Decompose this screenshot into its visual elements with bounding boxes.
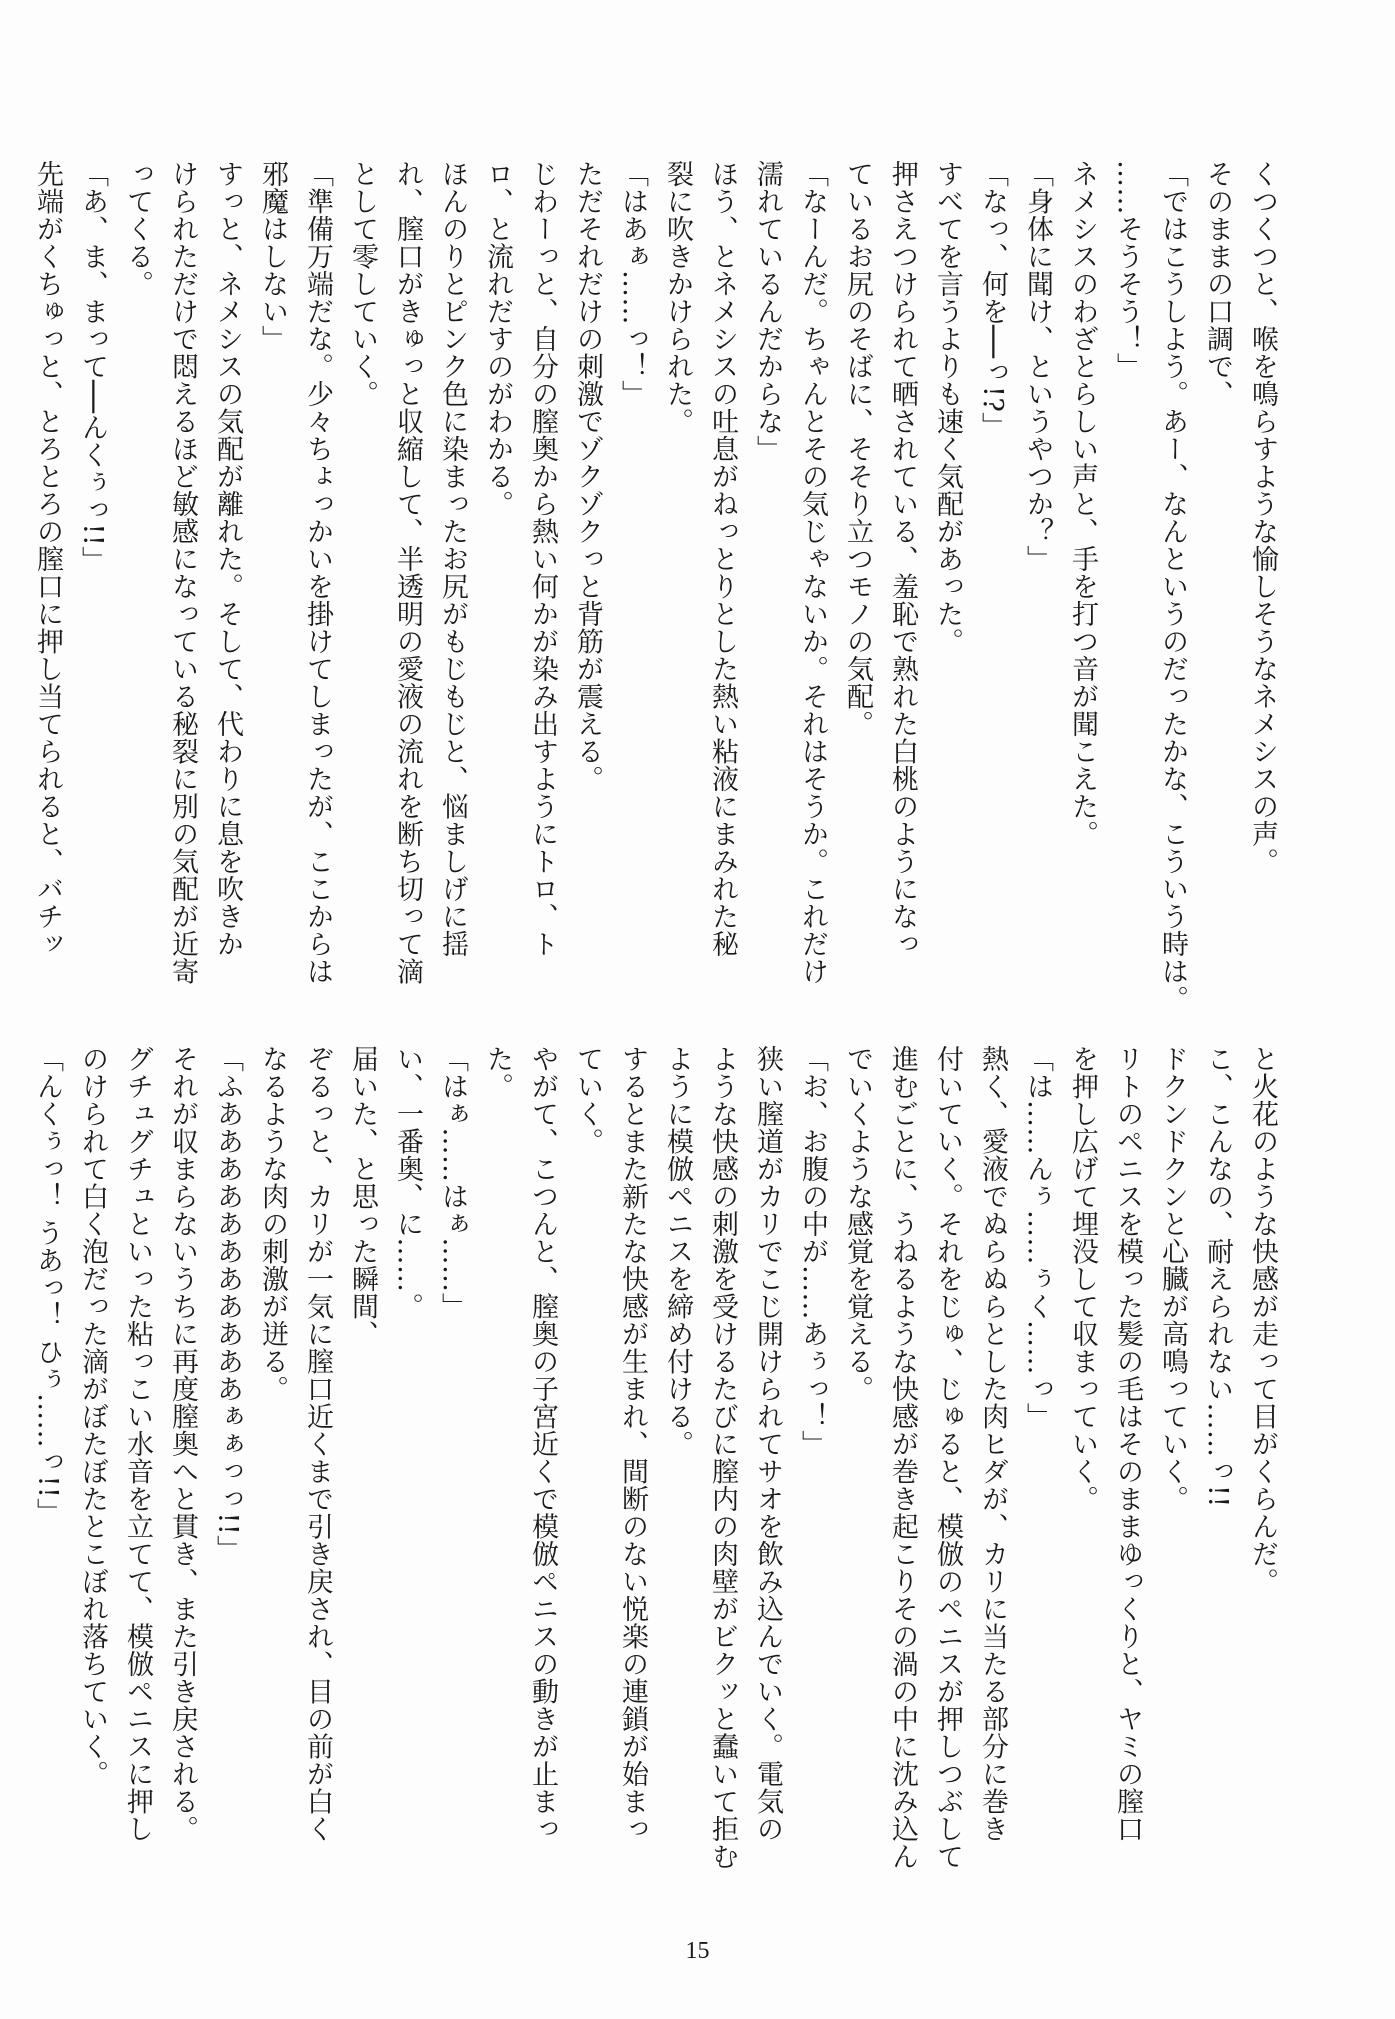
- text-line: として零していく。: [347, 160, 378, 408]
- text-line: ほんのりとピンク色に染まったお尻がもじもじと、悩ましげに揺: [437, 160, 468, 958]
- text-line: 「ふあああああああああああぁぁっっ!!」: [212, 1045, 243, 1563]
- text-line: 「ではこうしよう。あー、なんというのだったかな、こういう時は。: [1157, 160, 1188, 1013]
- text-line: ように模倣ペニスを締め付ける。: [662, 1045, 693, 1458]
- text-line: と火花のような快感が走って目がくらんだ。: [1247, 1045, 1278, 1595]
- text-line: ネメシスのわざとらしい声と、手を打つ音が聞こえた。: [1067, 160, 1098, 848]
- text-line: グチュグチュといった粘っこい水音を立てて、模倣ペニスに押し: [122, 1045, 153, 1843]
- text-line: ロ、と流れだすのがわかる。: [482, 160, 513, 518]
- text-line: 「はあぁ……っ！」: [617, 160, 648, 408]
- text-line: ただそれだけの刺激でゾクゾクっと背筋が震える。: [572, 160, 603, 793]
- text-line: そのままの口調で、: [1202, 160, 1233, 408]
- text-line: 邪魔はしない」: [257, 160, 288, 353]
- text-line: 「はぁ……はぁ……」: [437, 1045, 468, 1320]
- text-line: じわーっと、自分の膣奥から熱い何かが染み出すようにトロ、ト: [527, 160, 558, 958]
- text-line: れ、膣口がきゅっと収縮して、半透明の愛液の流れを断ち切って滴: [392, 160, 423, 985]
- text-line: 届いた、と思った瞬間、: [347, 1045, 378, 1348]
- text-line: 裂に吹きかけられた。: [662, 160, 693, 435]
- text-line: するとまた新たな快感が生まれ、間断のない悦楽の連鎖が始まっ: [617, 1045, 648, 1843]
- text-line: ているお尻のそばに、そそり立つモノの気配。: [842, 160, 873, 738]
- text-line: すべてを言うよりも速く気配があった。: [932, 160, 963, 655]
- text-line: 「んくぅっ！ うあっ！ ひぅ……っ!!」: [32, 1045, 63, 1526]
- text-line: い、一番奥、に……。: [392, 1045, 423, 1320]
- text-line: 熱く、愛液でぬらぬらとした肉ヒダが、カリに当たる部分に巻き: [977, 1045, 1008, 1843]
- text-line: のけられて白く泡だった滴がぼたぼたとこぼれ落ちていく。: [77, 1045, 108, 1788]
- text-line: 「は……んぅ……ぅく……っ」: [1022, 1045, 1053, 1430]
- text-line: リトのペニスを模った髪の毛はそのままゆっくりと、ヤミの膣口: [1112, 1045, 1143, 1843]
- text-line: すっと、ネメシスの気配が離れた。そして、代わりに息を吹きか: [212, 160, 243, 958]
- text-line: けられただけで悶えるほど敏感になっている秘裂に別の気配が近寄: [167, 160, 198, 985]
- text-line: ってくる。: [122, 160, 153, 298]
- text-line: 「なっ、何を──っ!?」: [977, 160, 1008, 440]
- text-line: 「あ、ま、まって──んくぅっ!!」: [77, 160, 108, 574]
- text-line: を押し広げて埋没して収まっていく。: [1067, 1045, 1098, 1513]
- text-line: 付いていく。それをじゅ、じゅると、模倣のペニスが押しつぶして: [932, 1045, 963, 1870]
- text-line: 狭い膣道がカリでこじ開けられてサオを飲み込んでいく。電気の: [752, 1045, 783, 1843]
- text-line: ドクンドクンと心臓が高鳴っていく。: [1157, 1045, 1188, 1513]
- text-block-top: [32, 160, 1285, 1013]
- text-line: なるような肉の刺激が迸る。: [257, 1045, 288, 1403]
- text-line: やがて、こつんと、膣奥の子宮近くで模倣ペニスの動きが止まっ: [527, 1045, 558, 1843]
- text-line: くつくつと、喉を鳴らすような愉しそうなネメシスの声。: [1247, 160, 1278, 875]
- text-line: ぞるっと、カリが一気に膣口近くまで引き戻され、目の前が白く: [302, 1045, 333, 1843]
- text-line: 濡れているんだからな」: [752, 160, 783, 463]
- text-line: ほう、とネメシスの吐息がねっとりとした熱い粘液にまみれた秘: [707, 160, 738, 958]
- text-line: 「準備万端だな。少々ちょっかいを掛けてしまったが、ここからは: [302, 160, 333, 985]
- text-line: 押さえつけられて晒されている、羞恥で熟れた白桃のようになっ: [887, 160, 918, 958]
- text-line: 先端がくちゅっと、とろとろの膣口に押し当てられると、バチッ: [32, 160, 63, 958]
- text-line: 「なーんだ。ちゃんとその気じゃないか。それはそうか。これだけ: [797, 160, 828, 985]
- text-line: それが収まらないうちに再度膣奥へと貫き、また引き戻される。: [167, 1045, 198, 1843]
- text-line: ような快感の刺激を受けるたびに膣内の肉壁がビクッと蠢いて拒む: [707, 1045, 738, 1870]
- text-line: 「お、お腹の中が……あぅっ！」: [797, 1045, 828, 1458]
- text-line: た。: [482, 1045, 513, 1100]
- text-line: ていく。: [572, 1045, 603, 1155]
- text-line: こ、こんなの、耐えられない……っ!!: [1202, 1045, 1233, 1508]
- text-line: ……そうそう！」: [1112, 160, 1143, 380]
- text-line: 進むごとに、うねるような快感が巻き起こりその渦の中に沈み込ん: [887, 1045, 918, 1870]
- text-line: 「身体に聞け、というやつか？」: [1022, 160, 1053, 573]
- text-block-bottom: [32, 1045, 1285, 1915]
- page-number: 15: [685, 1938, 710, 1964]
- text-line: でいくような感覚を覚える。: [842, 1045, 873, 1403]
